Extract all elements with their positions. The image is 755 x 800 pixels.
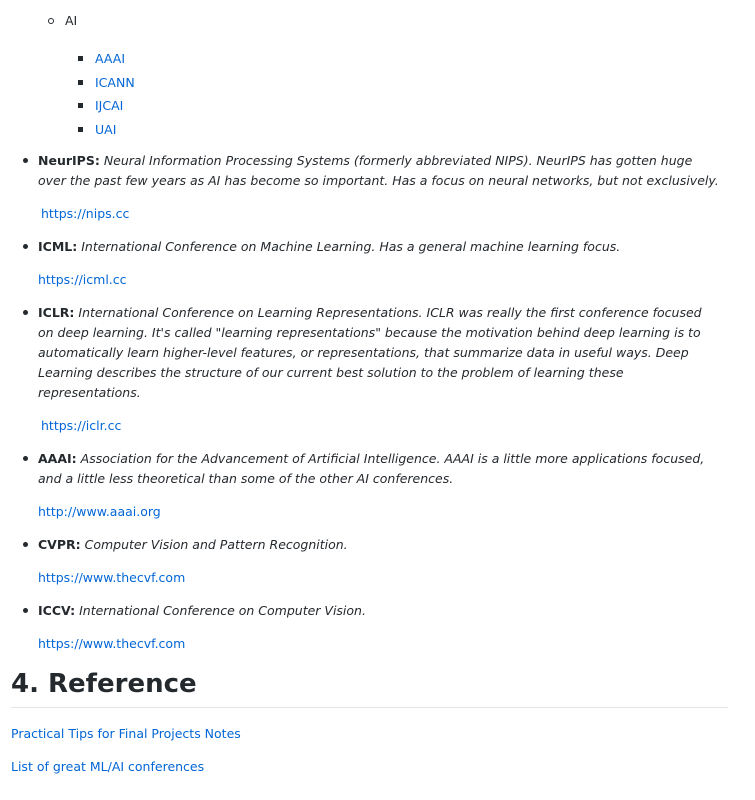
conference-description — [38, 449, 721, 489]
sub-list-item-ai — [48, 13, 77, 28]
conference-description — [38, 601, 721, 621]
conference-abbr: ICLR: — [38, 305, 75, 320]
conference-url[interactable]: https://icml.cc — [38, 272, 127, 287]
ai-conference-sublist — [78, 47, 135, 141]
conference-url[interactable]: https://www.thecvf.com — [38, 570, 186, 585]
list-item — [78, 47, 135, 71]
square-bullet-icon — [78, 80, 83, 85]
conference-item-icml — [21, 237, 721, 290]
conference-url[interactable]: https://nips.cc — [41, 206, 130, 221]
conference-description — [38, 303, 721, 403]
conference-abbr: AAAI: — [38, 451, 77, 466]
section-heading: 4. Reference — [11, 669, 197, 699]
link-practical-tips[interactable]: Practical Tips for Final Projects Notes — [11, 726, 241, 741]
conference-description — [38, 237, 721, 257]
conference-item-iclr — [21, 303, 721, 436]
conference-item-neurips — [21, 151, 721, 224]
conference-list — [21, 151, 721, 654]
conference-item-aaai — [21, 449, 721, 522]
conference-item-iccv — [21, 601, 721, 654]
list-item — [78, 71, 135, 95]
conference-item-cvpr — [21, 535, 721, 588]
conference-description — [38, 151, 721, 191]
square-bullet-icon — [78, 127, 83, 132]
square-bullet-icon — [78, 103, 83, 108]
conference-desc: International Conference on Computer Vision. — [79, 603, 366, 618]
conference-abbr: NeurIPS: — [38, 153, 100, 168]
conference-desc: Computer Vision and Pattern Recognition. — [84, 537, 348, 552]
conference-description — [38, 535, 721, 555]
conference-desc: Association for the Advancement of Artificial Intelligence. AAAI is a little more applications focused, and a little less theoretical than some of the other AI conferences. — [38, 451, 705, 486]
conference-desc: Neural Information Processing Systems (formerly abbreviated NIPS). NeurIPS has gotten huge over the past few years as AI has become so important. Has a focus on neural networks, but not exclusively. — [38, 153, 719, 188]
bullet-icon — [23, 310, 28, 315]
conference-url[interactable]: http://www.aaai.org — [38, 504, 161, 519]
conference-abbr: ICML: — [38, 239, 78, 254]
list-item — [78, 118, 135, 142]
circle-bullet-icon — [48, 18, 54, 24]
sub-list-label: AI — [65, 13, 78, 28]
bullet-icon — [23, 608, 28, 613]
conference-desc: International Conference on Learning Representations. ICLR was really the first conference focused on deep learning. It's called "learning representations" because the motivation behind deep learning is to automatically learn higher-level features, or representations, that summarize data in useful ways. Deep Learning describes the structure of our current best solution to the problem of learning these representations. — [38, 305, 702, 400]
bullet-icon — [23, 158, 28, 163]
bullet-icon — [23, 244, 28, 249]
heading-divider — [11, 707, 728, 708]
link-uai[interactable]: UAI — [95, 121, 117, 137]
conference-abbr: CVPR: — [38, 537, 81, 552]
conference-desc: International Conference on Machine Learning. Has a general machine learning focus. — [81, 239, 621, 254]
link-ml-ai-conferences[interactable]: List of great ML/AI conferences — [11, 759, 205, 774]
link-icann[interactable]: ICANN — [95, 74, 135, 90]
bullet-icon — [23, 542, 28, 547]
square-bullet-icon — [78, 56, 83, 61]
list-item — [78, 94, 135, 118]
conference-url[interactable]: https://www.thecvf.com — [38, 636, 186, 651]
link-aaai[interactable]: AAAI — [95, 51, 126, 67]
bullet-icon — [23, 456, 28, 461]
conference-abbr: ICCV: — [38, 603, 76, 618]
conference-url[interactable]: https://iclr.cc — [41, 418, 122, 433]
link-ijcai[interactable]: IJCAI — [95, 98, 124, 114]
